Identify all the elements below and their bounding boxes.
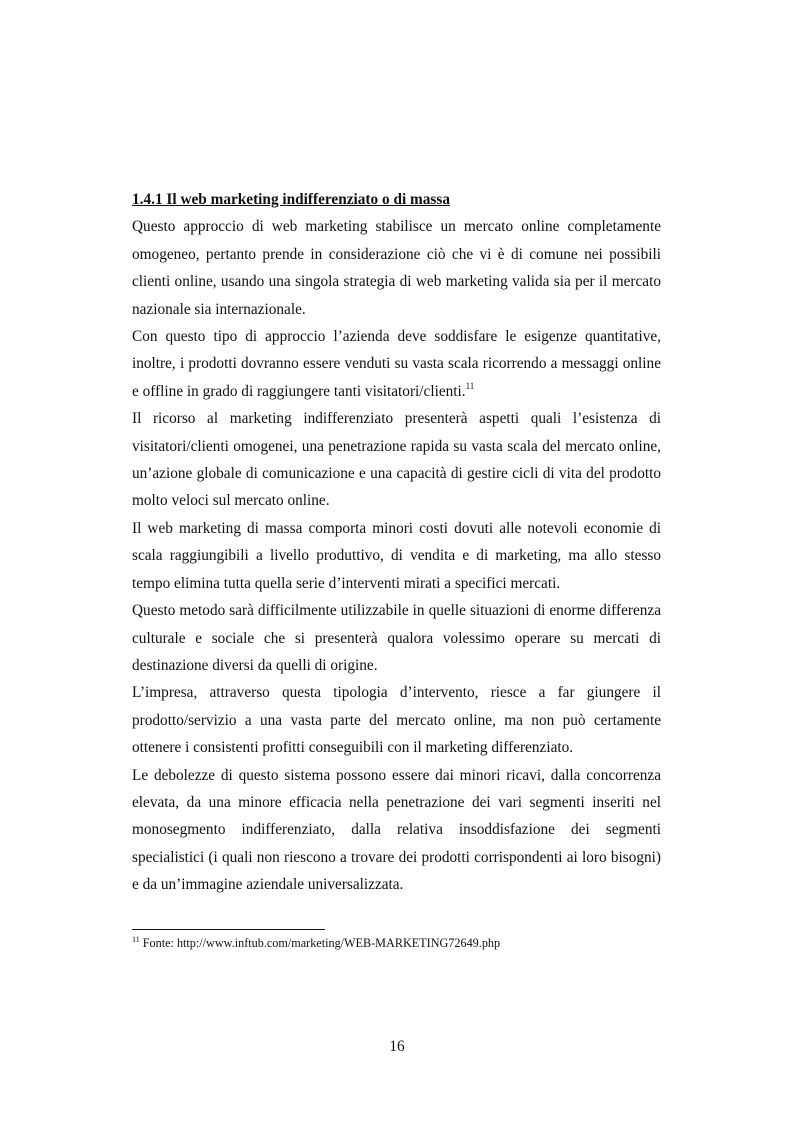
paragraph-3: Il ricorso al marketing indifferenziato presenterà aspetti quali l’esistenza di visitatori/clienti omogenei, una penetrazione rapida su vasta scala del mercato online, un’azione globale di comunicazione e una capacità di gestire cicli di vita del prodotto molto veloci sul mercato online.	[132, 410, 661, 510]
page-number: 16	[389, 1038, 405, 1055]
footnote	[132, 935, 661, 951]
paragraph-2-text: Con questo tipo di approccio l’azienda deve soddisfare le esigenze quantitative, inoltre, i prodotti dovranno essere venduti su vasta scala ricorrendo a messaggi online e offline in grado di raggiungere tanti visitatori/clienti.	[132, 328, 661, 400]
body-text	[132, 186, 661, 899]
footnote-number: 11	[132, 935, 140, 944]
paragraph-6: L’impresa, attraverso questa tipologia d’intervento, riesce a far giungere il prodotto/servizio a una vasta parte del mercato online, ma non può certamente ottenere i consistenti profitti conseguibili con il marketing differenziato.	[132, 684, 661, 757]
footnote-text: Fonte: http://www.inftub.com/marketing/WEB-MARKETING72649.php	[139, 936, 501, 950]
paragraph-4: Il web marketing di massa comporta minori costi dovuti alle notevoli economie di scala raggiungibili a livello produttivo, di vendita e di marketing, ma allo stesso tempo elimina tutta quella serie d’interventi mirati a specifici mercati.	[132, 519, 661, 592]
footnote-divider	[132, 929, 325, 930]
paragraph-5: Questo metodo sarà difficilmente utilizzabile in quelle situazioni di enorme differenza culturale e sociale che si presenterà qualora volessimo operare su mercati di destinazione diversi da quelli di origine.	[132, 602, 661, 674]
section-heading: 1.4.1 Il web marketing indifferenziato o di massa	[132, 191, 450, 208]
footnote-reference[interactable]: 11	[465, 380, 475, 391]
paragraph-2	[132, 323, 661, 405]
paragraph-7: Le debolezze di questo sistema possono essere dai minori ricavi, dalla concorrenza elevata, da una minore efficacia nella penetrazione dei vari segmenti inseriti nel monosegmento indifferenziato, dalla relativa insoddisfazione dei segmenti specialistici (i quali non riescono a trovare dei prodotti corrispondenti ai loro bisogni) e da un’immagine aziendale universalizzata.	[132, 766, 661, 894]
paragraph-1: Questo approccio di web marketing stabilisce un mercato online completamente omogeneo, pertanto prende in considerazione ciò che vi è di comune nei possibili clienti online, usando una singola strategia di web marketing valida sia per il mercato nazionale sia internazionale.	[132, 218, 661, 318]
